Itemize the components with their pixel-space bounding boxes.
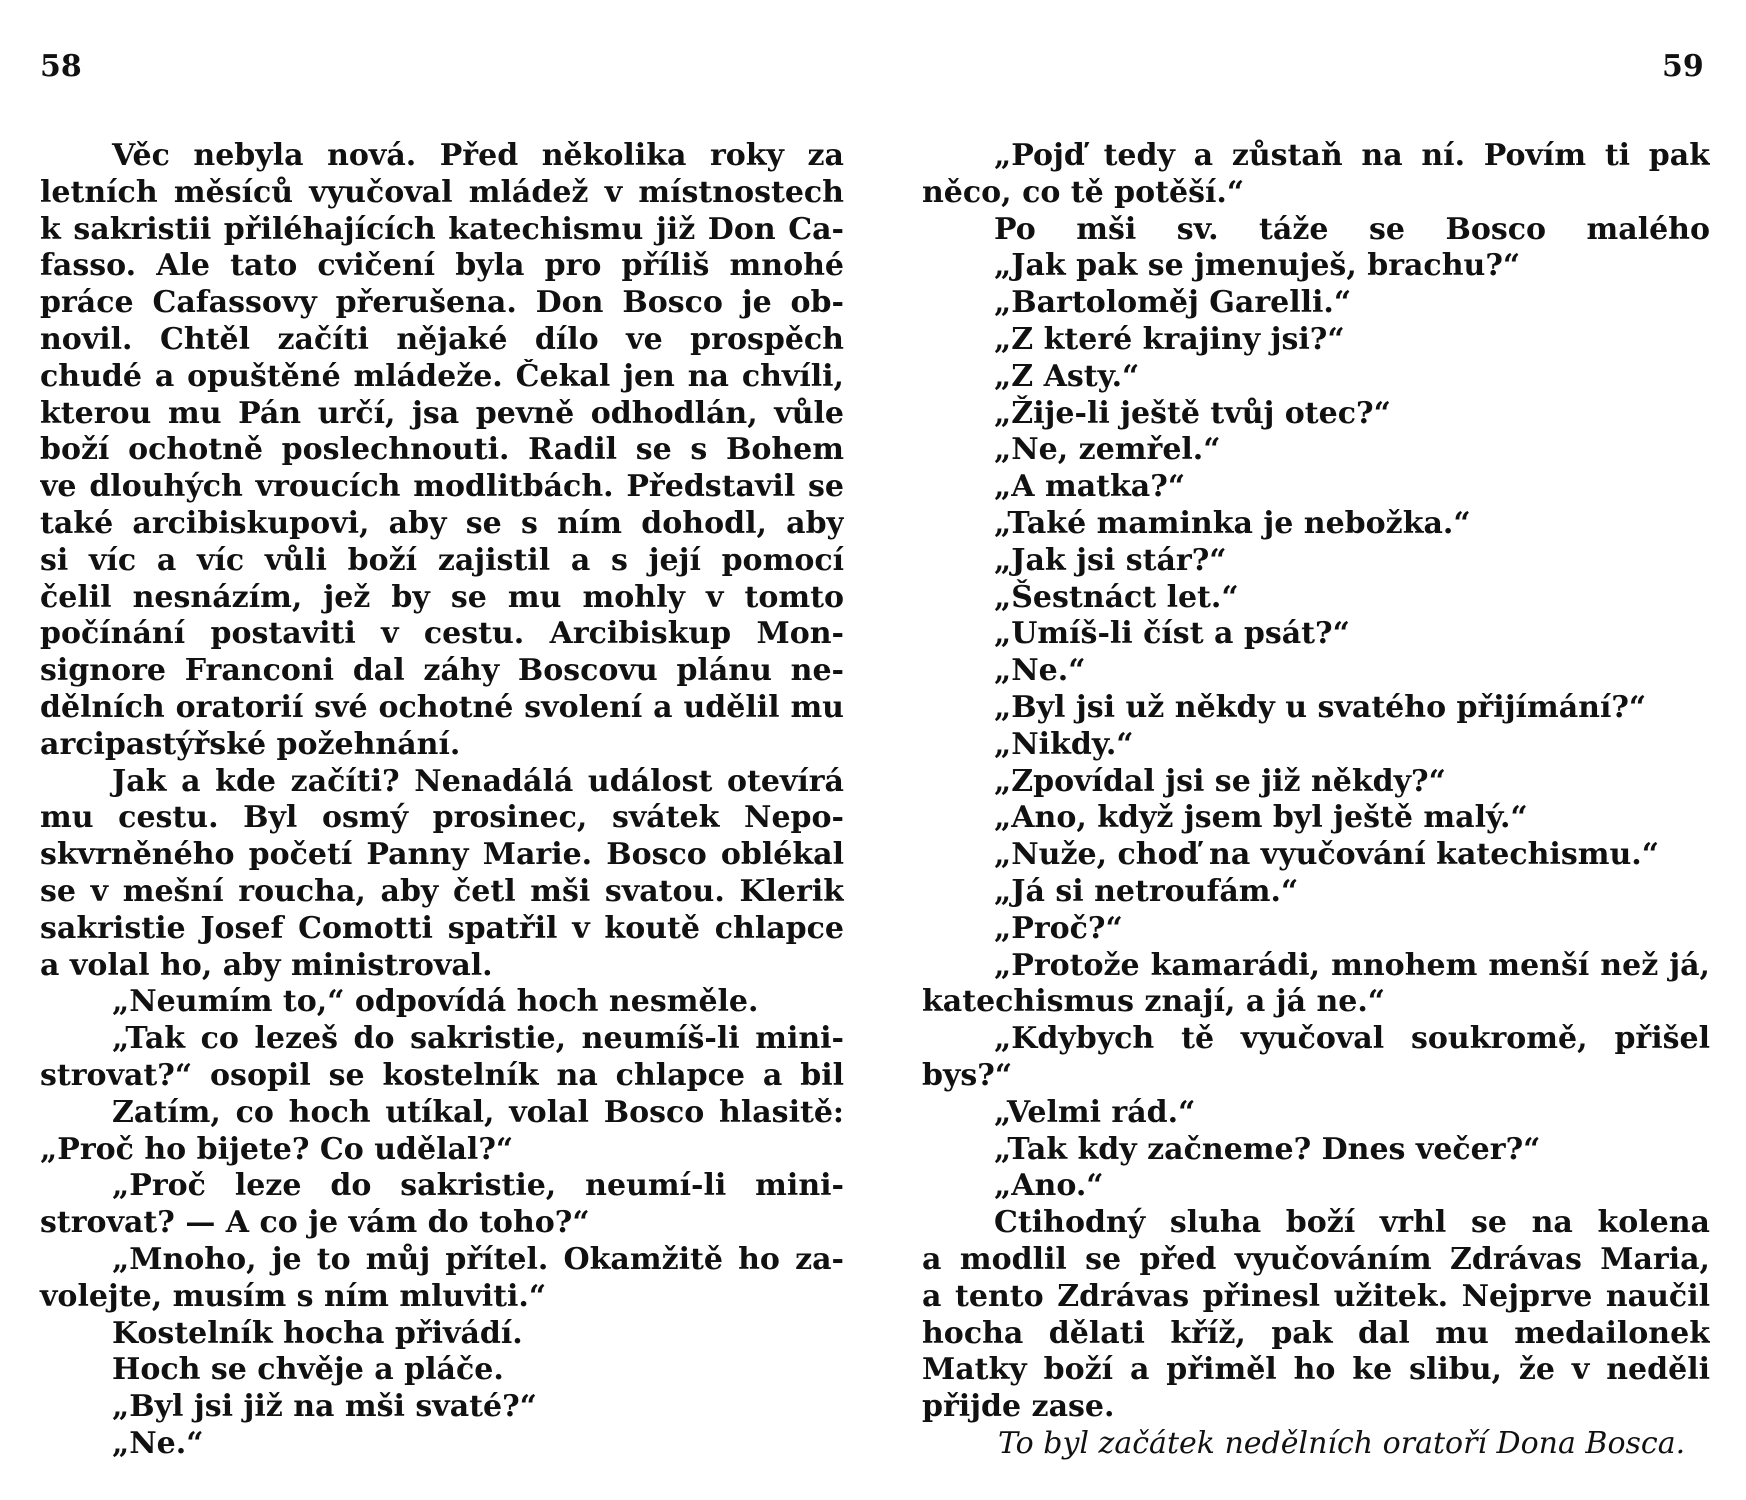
text-line: a volal ho, aby ministroval. bbox=[40, 947, 493, 983]
text-line: Matky boží a přiměl ho ke slibu, že v neděli bbox=[922, 1352, 1710, 1388]
text-line: „Mnoho, je to můj přítel. Okamžitě ho za- bbox=[112, 1241, 844, 1277]
text-line: „Pojď tedy a zůstaň na ní. Povím ti pak bbox=[994, 138, 1710, 173]
text-line: Zatím, co hoch utíkal, volal Bosco hlasitě: bbox=[112, 1094, 844, 1130]
text-line: „Také maminka je nebožka.“ bbox=[994, 505, 1471, 541]
text-line: „Z Asty.“ bbox=[994, 358, 1140, 394]
text-line: se v mešní roucha, aby četl mši svatou. Klerik bbox=[40, 873, 844, 909]
text-line: Jak a kde začíti? Nenadálá událost otevírá bbox=[112, 763, 844, 799]
text-line: „Velmi rád.“ bbox=[994, 1094, 1196, 1130]
text-line: „Žije-li ještě tvůj otec?“ bbox=[994, 395, 1391, 431]
text-line: a modlil se před vyučováním Zdrávas Maria, bbox=[922, 1241, 1710, 1277]
text-line: práce Cafassovy přerušena. Don Bosco je ob- bbox=[40, 285, 844, 321]
text-line: novil. Chtěl začíti nějaké dílo ve prospěch bbox=[40, 321, 844, 357]
text-line: kterou mu Pán určí, jsa pevně odhodlán, vůle bbox=[40, 395, 844, 431]
text-line: To byl začátek nedělních oratoří Dona Bosca. bbox=[998, 1425, 1686, 1461]
text-line: „Byl jsi už někdy u svatého přijímání?“ bbox=[994, 689, 1647, 725]
text-line: k sakristii přiléhajících katechismu již Don Ca- bbox=[40, 211, 844, 247]
text-line: „Byl jsi již na mši svaté?“ bbox=[112, 1389, 537, 1425]
text-line: Ctihodný sluha boží vrhl se na kolena bbox=[994, 1205, 1710, 1241]
left-page-text bbox=[40, 138, 844, 1463]
text-line: Hoch se chvěje a pláče. bbox=[112, 1352, 504, 1388]
text-line: boží ochotně poslechnouti. Radil se s Bohem bbox=[40, 432, 844, 468]
text-line: si víc a víc vůli boží zajistil a s její pomocí bbox=[40, 542, 844, 578]
text-line: „Ne, zemřel.“ bbox=[994, 432, 1221, 468]
text-line: „Proč?“ bbox=[994, 910, 1123, 946]
text-line: skvrněného početí Panny Marie. Bosco oblékal bbox=[40, 837, 844, 873]
text-line: „Tak co lezeš do sakristie, neumíš-li mini- bbox=[112, 1021, 844, 1057]
text-line: „Ne.“ bbox=[994, 653, 1086, 689]
text-line: katechismus znají, a já ne.“ bbox=[922, 984, 1386, 1020]
text-line: „Já si netroufám.“ bbox=[994, 873, 1299, 909]
text-line: mu cestu. Byl osmý prosinec, svátek Nepo- bbox=[40, 800, 844, 836]
text-line: počínání postaviti v cestu. Arcibiskup Mon- bbox=[40, 616, 844, 652]
text-line: „Ne.“ bbox=[112, 1425, 204, 1461]
text-line: hocha dělati kříž, pak dal mu medailonek bbox=[922, 1315, 1710, 1351]
text-line: letních měsíců vyučoval mládež v místnostech bbox=[40, 174, 844, 210]
text-line: Po mši sv. táže se Bosco malého bbox=[994, 211, 1710, 247]
text-line: „Jak jsi stár?“ bbox=[994, 542, 1227, 578]
text-line: ve dlouhých vroucích modlitbách. Představil se bbox=[40, 469, 844, 505]
text-line: strovat? — A co je vám do toho?“ bbox=[40, 1205, 590, 1241]
text-line: také arcibiskupovi, aby se s ním dohodl, aby bbox=[40, 505, 844, 541]
text-line: „Bartoloměj Garelli.“ bbox=[994, 285, 1352, 321]
text-line: „Jak pak se jmenuješ, brachu?“ bbox=[994, 248, 1521, 284]
text-line: čelil nesnázím, jež by se mu mohly v tomto bbox=[40, 579, 844, 615]
text-line: strovat?“ osopil se kostelník na chlapce a bil bbox=[40, 1057, 844, 1093]
text-line: „Kdybych tě vyučoval soukromě, přišel bbox=[994, 1021, 1710, 1057]
text-line: signore Franconi dal záhy Boscovu plánu ne- bbox=[40, 653, 844, 689]
text-line: „Neumím to,“ odpovídá hoch nesměle. bbox=[112, 984, 759, 1020]
text-line: „Protože kamarádi, mnohem menší než já, bbox=[994, 947, 1710, 983]
text-line: „Nuže, choď na vyučování katechismu.“ bbox=[994, 837, 1659, 873]
text-line: „Tak kdy začneme? Dnes večer?“ bbox=[994, 1131, 1541, 1167]
text-line: a tento Zdrávas přinesl užitek. Nejprve naučil bbox=[922, 1278, 1710, 1314]
text-line: „A matka?“ bbox=[994, 469, 1186, 505]
text-line: fasso. Ale tato cvičení byla pro příliš mnohé bbox=[40, 248, 844, 284]
text-line: přijde zase. bbox=[922, 1389, 1115, 1425]
page-number-right: 59 bbox=[1662, 49, 1704, 84]
text-line: „Proč leze do sakristie, neumí-li mini- bbox=[112, 1168, 844, 1204]
text-line: arcipastýřské požehnání. bbox=[40, 726, 461, 762]
text-line: sakristie Josef Comotti spatřil v koutě chlapce bbox=[40, 910, 844, 946]
text-line: „Proč ho bijete? Co udělal?“ bbox=[40, 1131, 514, 1167]
text-line: Věc nebyla nová. Před několika roky za bbox=[112, 138, 844, 173]
page-number-left: 58 bbox=[40, 49, 82, 84]
text-line: „Nikdy.“ bbox=[994, 726, 1134, 762]
text-line: „Umíš-li číst a psát?“ bbox=[994, 616, 1350, 652]
text-line: „Ano.“ bbox=[994, 1168, 1104, 1204]
text-line: volejte, musím s ním mluviti.“ bbox=[40, 1278, 547, 1314]
text-line: bys?“ bbox=[922, 1057, 1013, 1093]
text-line: „Ano, když jsem byl ještě malý.“ bbox=[994, 800, 1528, 836]
text-line: Kostelník hocha přivádí. bbox=[112, 1315, 523, 1351]
text-line: „Šestnáct let.“ bbox=[994, 579, 1239, 615]
text-line: dělních oratorií své ochotné svolení a udělil mu bbox=[40, 689, 844, 725]
text-line: něco, co tě potěší.“ bbox=[922, 174, 1245, 210]
text-line: „Zpovídal jsi se již někdy?“ bbox=[994, 763, 1446, 799]
text-line: „Z které krajiny jsi?“ bbox=[994, 321, 1345, 357]
right-page-text bbox=[922, 138, 1710, 1463]
text-line: chudé a opuštěné mládeže. Čekal jen na chvíli, bbox=[40, 358, 844, 394]
